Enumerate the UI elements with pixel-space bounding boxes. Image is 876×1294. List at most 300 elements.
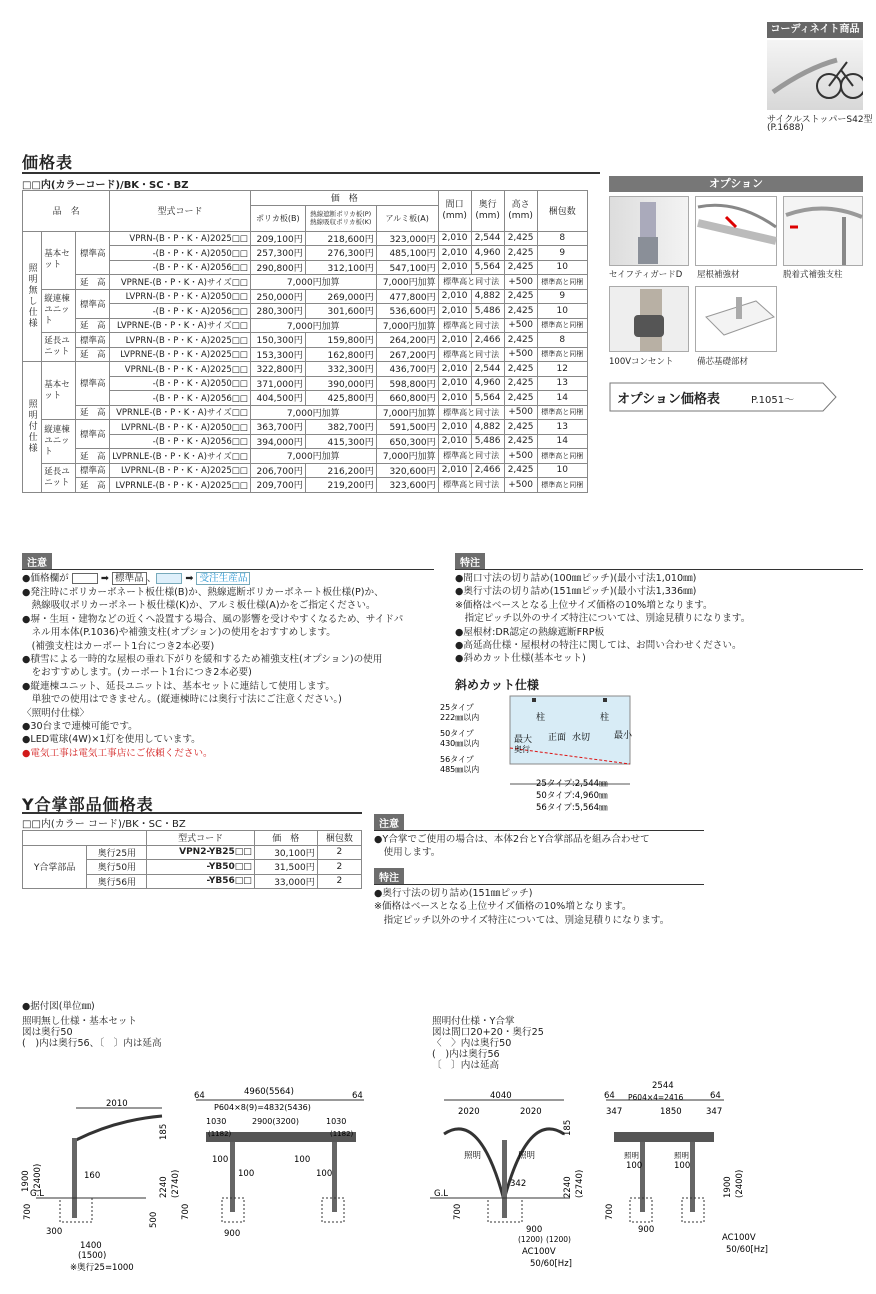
install-left-line: 照明無し仕様・基本セット — [22, 1016, 138, 1027]
price-cell: 7,000円加算 — [250, 405, 376, 420]
price-cell: 264,200円 — [376, 333, 438, 348]
price-cell: 標準高と同梱 — [537, 449, 587, 464]
slant-front: 正面 — [548, 733, 567, 743]
d-ac: AC100V — [522, 1247, 556, 1257]
note-line: (補強支柱はカーポート1台につき2本必要) — [22, 640, 215, 652]
sub-label: 基本セット — [42, 362, 76, 420]
d-4960: 4960(5564) — [244, 1087, 294, 1097]
price-row — [23, 420, 588, 435]
price-cell: 2,010 — [438, 420, 471, 435]
height-label: 延 高 — [76, 449, 110, 464]
note-line: 単独での使用はできません。(縦連棟時には奥行寸法にご注意ください。) — [22, 694, 342, 706]
slant-okuyuki: 奥行 — [514, 745, 530, 754]
option-price-link[interactable] — [609, 382, 837, 412]
price-cell: 2,010 — [438, 231, 471, 246]
slant-side: 最小 — [614, 731, 633, 741]
price-cell: 415,300円 — [305, 434, 376, 449]
model-code: -(B・P・K・A)2056□□ — [110, 260, 251, 275]
price-cell: 2,425 — [504, 362, 537, 377]
option-photo-outlet — [609, 286, 689, 352]
d-2740: (2740) — [171, 1169, 181, 1198]
d-300: 300 — [46, 1227, 63, 1237]
price-cell: 標準高と同寸法 — [438, 449, 504, 464]
price-cell: 485,100円 — [376, 246, 438, 261]
note-line: 熱線吸収ポリカーボネート板仕様(K)か、アルミ板仕様(A)かをご指定ください。 — [22, 600, 376, 612]
d-185: 185 — [159, 1123, 169, 1140]
price-cell: 290,800円 — [250, 260, 305, 275]
price-cell: 363,700円 — [250, 420, 305, 435]
price-cell: 9 — [537, 289, 587, 304]
height-label: 標準高 — [76, 231, 110, 275]
height-label: 標準高 — [76, 362, 110, 406]
price-cell: 536,600円 — [376, 304, 438, 319]
price-cell: 2,425 — [504, 231, 537, 246]
price-cell: 標準高と同寸法 — [438, 405, 504, 420]
price-cell: 2,425 — [504, 463, 537, 478]
title-rule — [22, 172, 600, 174]
note-line: ●発注時にポリカーボネート板仕様(B)か、熱線遮断ポリカーボネート板仕様(P)か、 — [22, 587, 384, 598]
price-cell: 標準高と同寸法 — [438, 318, 504, 333]
price-cell: 標準高と同寸法 — [438, 275, 504, 290]
price-cell: 10 — [537, 463, 587, 478]
price-cell: 209,100円 — [250, 231, 305, 246]
price-cell: 標準高と同梱 — [537, 405, 587, 420]
price-cell: 10 — [537, 304, 587, 319]
price-cell: 218,600円 — [305, 231, 376, 246]
price-cell: 標準高と同梱 — [537, 275, 587, 290]
price-cell: 301,600円 — [305, 304, 376, 319]
d-2240: 2240 — [159, 1176, 169, 1198]
price-cell: 2,425 — [504, 376, 537, 391]
y-table — [22, 830, 362, 889]
option-label-4: 備芯基礎部材 — [697, 357, 749, 367]
price-cell: +500 — [504, 318, 537, 333]
d-64b: 64 — [352, 1091, 363, 1101]
price-row — [23, 318, 588, 333]
option-label-0: セイフティガードD — [609, 270, 683, 280]
note-line: ●LED電球(4W)×1灯を使用しています。 — [22, 734, 201, 746]
price-row — [23, 463, 588, 478]
d-347a: 347 — [606, 1107, 623, 1117]
height-label: 延 高 — [76, 405, 110, 420]
height-label: 延 高 — [76, 275, 110, 290]
price-cell: 2,010 — [438, 376, 471, 391]
price-cell: 159,800円 — [305, 333, 376, 348]
price-cell: 7,000円加算 — [250, 318, 376, 333]
note-line: ●屋根材:DR認定の熱線遮断FRP板 — [455, 626, 605, 638]
option-photo-foundation — [695, 286, 777, 352]
y-cell: VPN2-YB25□□ — [147, 845, 254, 860]
y-cell: 奥行56用 — [87, 874, 147, 889]
y-cell: -YB50□□ — [147, 860, 254, 875]
price-row — [23, 347, 588, 362]
price-cell: 2,544 — [471, 231, 504, 246]
install-left-notes — [22, 1016, 162, 1049]
model-code: VPRN-(B・P・K・A)2025□□ — [110, 231, 251, 246]
yspecial-body — [374, 887, 669, 927]
th-w: 間口 (mm) — [438, 191, 471, 232]
price-cell: 162,800円 — [305, 347, 376, 362]
price-cell: 2,010 — [438, 362, 471, 377]
install-right-line: 〔 〕内は延高 — [432, 1060, 500, 1071]
model-code: -(B・P・K・A)2056□□ — [110, 391, 251, 406]
d-700: 700 — [23, 1203, 33, 1220]
price-cell: 206,700円 — [250, 463, 305, 478]
option-price-page: P.1051〜 — [751, 395, 795, 406]
d-2740b: (2740) — [575, 1169, 585, 1198]
th-poly: ポリカ板(B) — [250, 205, 305, 231]
price-row — [23, 362, 588, 377]
d-1900b: 1900 — [723, 1176, 733, 1198]
price-cell: 標準高と同梱 — [537, 347, 587, 362]
y-cell: 30,100円 — [254, 845, 317, 860]
d-900b: 900 — [526, 1225, 543, 1235]
install-right-line: 〈 〉内は奥行50 — [432, 1038, 512, 1049]
option-label-2: 脱着式補強支柱 — [783, 270, 843, 280]
price-cell: 219,200円 — [305, 478, 376, 493]
price-cell: 14 — [537, 434, 587, 449]
price-cell: 14 — [537, 391, 587, 406]
slant-t25: 25タイプ — [440, 703, 474, 712]
price-cell: 2,010 — [438, 304, 471, 319]
note-red: ●電気工事は電気工事店にご依頼ください。 — [22, 747, 213, 759]
price-cell: 標準高と同寸法 — [438, 478, 504, 493]
height-label: 延 高 — [76, 478, 110, 493]
price-cell: 7,000円加算 — [250, 449, 376, 464]
model-code: VPRNLE-(B・P・K・A)サイズ□□ — [110, 405, 251, 420]
model-code: LVPRNE-(B・P・K・A)2025□□ — [110, 347, 251, 362]
d-1200a: (1200) — [518, 1235, 543, 1244]
option-label-1: 屋根補強材 — [697, 270, 740, 280]
price-cell: 8 — [537, 333, 587, 348]
model-code: -(B・P・K・A)2056□□ — [110, 434, 251, 449]
price-cell: 269,000円 — [305, 289, 376, 304]
d-1182a: (1182) — [208, 1130, 232, 1138]
d-100f: 100 — [674, 1161, 691, 1171]
slant-w25: 25タイプ:2,544㎜ — [536, 779, 608, 789]
slant-t50: 50タイプ — [440, 729, 474, 738]
d-2400b: (2400) — [735, 1169, 745, 1198]
d-64d: 64 — [710, 1091, 721, 1101]
y-cell: 2 — [317, 845, 361, 860]
height-label: 標準高 — [76, 463, 110, 478]
price-row — [23, 449, 588, 464]
group-label: 照明無し仕様 — [23, 231, 42, 362]
note-line: ●斜めカット仕様(基本セット) — [455, 653, 586, 665]
d-100e: 100 — [626, 1161, 643, 1171]
sub-label: 基本セット — [42, 231, 76, 289]
y-name: Y合掌部品 — [23, 845, 87, 889]
d-900: 900 — [224, 1229, 241, 1239]
d-100d: 100 — [316, 1169, 333, 1179]
install-right-line: 図は間口20+20・奥行25 — [432, 1027, 544, 1038]
d-2900: 2900(3200) — [252, 1117, 299, 1126]
price-cell: 150,300円 — [250, 333, 305, 348]
price-cell: 5,486 — [471, 304, 504, 319]
price-cell: 332,300円 — [305, 362, 376, 377]
option-label-3: 100Vコンセント — [609, 357, 674, 367]
note-line: ●奥行寸法の切り詰め(151㎜ピッチ) — [374, 888, 533, 899]
d-2010: 2010 — [106, 1099, 128, 1109]
price-cell: +500 — [504, 405, 537, 420]
install-left-line: 図は奥行50 — [22, 1027, 73, 1038]
price-cell: 5,564 — [471, 260, 504, 275]
price-cell: 2,425 — [504, 333, 537, 348]
price-cell: 382,700円 — [305, 420, 376, 435]
price-cell: 323,600円 — [376, 478, 438, 493]
y-th-code: 型式コード — [147, 831, 254, 846]
price-cell: 2,425 — [504, 246, 537, 261]
price-cell: +500 — [504, 449, 537, 464]
price-cell: 2,425 — [504, 260, 537, 275]
d-500: 500 — [149, 1211, 159, 1228]
price-cell: +500 — [504, 478, 537, 493]
price-cell: 2,425 — [504, 420, 537, 435]
slant-max: 最大 — [514, 735, 533, 745]
height-label: 標準高 — [76, 289, 110, 318]
y-cell: 奥行25用 — [87, 845, 147, 860]
slant-w50: 50タイプ:4,960㎜ — [536, 791, 608, 801]
group-label: 照明付仕様 — [23, 362, 42, 493]
price-cell: 2,010 — [438, 289, 471, 304]
d-light-b: 照明 — [518, 1151, 536, 1161]
slant-title: 斜めカット仕様 — [455, 678, 539, 692]
notes-tag: 注意 — [22, 553, 52, 570]
d-342: 342 — [510, 1179, 527, 1189]
yspecial-tag: 特注 — [374, 868, 404, 885]
th-pack: 梱包数 — [537, 191, 587, 232]
d-700b: 700 — [181, 1203, 191, 1220]
d-700d: 700 — [605, 1203, 615, 1220]
price-cell: 2,544 — [471, 362, 504, 377]
install-right-notes — [432, 1016, 544, 1071]
y-title-rule — [22, 812, 362, 814]
price-cell: 4,882 — [471, 420, 504, 435]
price-row — [23, 405, 588, 420]
price-cell: 250,000円 — [250, 289, 305, 304]
price-cell: 2,010 — [438, 246, 471, 261]
model-code: LVPRNL-(B・P・K・A)2050□□ — [110, 420, 251, 435]
price-cell: 2,425 — [504, 304, 537, 319]
price-cell: 2,010 — [438, 333, 471, 348]
d-1182b: (1182) — [330, 1130, 354, 1138]
d-100a: 100 — [212, 1155, 229, 1165]
d-2544: 2544 — [652, 1081, 674, 1091]
note-line: ●Y合掌でご使用の場合は、本体2台とY合掌部品を組み合わせて — [374, 834, 650, 845]
price-cell: 9 — [537, 246, 587, 261]
d-100c: 100 — [294, 1155, 311, 1165]
d-100b: 100 — [238, 1169, 255, 1179]
price-cell: 322,800円 — [250, 362, 305, 377]
note-line: ●塀・生垣・建物などの近くへ設置する場合、風の影響を受けやすくなるため、サイドパ — [22, 613, 404, 625]
notes-rule — [22, 569, 434, 570]
price-cell: 591,500円 — [376, 420, 438, 435]
th-d: 奥行 (mm) — [471, 191, 504, 232]
price-table — [22, 190, 588, 493]
ynote-rule — [374, 830, 704, 831]
price-cell: 371,000円 — [250, 376, 305, 391]
price-cell: 13 — [537, 376, 587, 391]
d-1850: 1850 — [660, 1107, 682, 1117]
special-tag: 特注 — [455, 553, 485, 570]
note-line: ●間口寸法の切り詰め(100㎜ピッチ)(最小寸法1,010㎜) — [455, 573, 697, 584]
slant-w56: 56タイプ:5,564㎜ — [536, 803, 608, 813]
y-cell: 31,500円 — [254, 860, 317, 875]
y-cell: 2 — [317, 874, 361, 889]
d-160: 160 — [84, 1171, 101, 1181]
note-line: ※価格はベースとなる上位サイズ価格の10%増となります。 — [455, 599, 713, 611]
slant-v50: 430㎜以内 — [440, 739, 480, 748]
coordinate-tag: コーディネイト商品 — [767, 22, 863, 38]
price-cell: 4,882 — [471, 289, 504, 304]
price-cell: 8 — [537, 231, 587, 246]
height-label: 延 高 — [76, 318, 110, 333]
d-p604: P604×8(9)=4832(5436) — [214, 1103, 311, 1112]
note-line: ●積雪による一時的な屋根の垂れ下がりを緩和するため補強支柱(オプション)の使用 — [22, 654, 383, 666]
price-cell: 2,425 — [504, 391, 537, 406]
std-label: 標準品 — [112, 572, 147, 585]
price-cell: 394,000円 — [250, 434, 305, 449]
d-glb: G.L — [434, 1189, 449, 1199]
height-label: 標準高 — [76, 420, 110, 449]
y-cell: -YB56□□ — [147, 874, 254, 889]
note-line: 指定ピッチ以外のサイズ特注については、別途見積りになります。 — [455, 613, 751, 625]
d-700c: 700 — [453, 1203, 463, 1220]
d-4040: 4040 — [490, 1091, 512, 1101]
ynote-tag: 注意 — [374, 814, 404, 831]
y-title: Y合掌部品価格表 — [22, 795, 154, 814]
price-row — [23, 231, 588, 246]
sub-label: 延長ユニット — [42, 333, 76, 362]
th-heat: 熱線遮断ポリカ板(P) 熱線吸収ポリカ板(K) — [305, 205, 376, 231]
y-th-pack: 梱包数 — [317, 831, 361, 846]
price-cell: 5,486 — [471, 434, 504, 449]
order-label: 受注生産品 — [196, 572, 250, 585]
coordinate-caption: サイクルストッパーS42型 — [767, 115, 873, 125]
sub-label: 縦連棟ユニット — [42, 420, 76, 464]
option-photo-support — [783, 196, 863, 266]
slant-diagram — [440, 690, 640, 815]
d-light-a: 照明 — [464, 1151, 482, 1161]
note-line: 指定ピッチ以外のサイズ特注については、別途見積りになります。 — [374, 914, 670, 926]
d-2240b: 2240 — [563, 1176, 573, 1198]
d-2020a: 2020 — [458, 1107, 480, 1117]
d-1500: (1500) — [78, 1251, 107, 1261]
price-cell: 7,000円加算 — [376, 449, 438, 464]
price-cell: 4,960 — [471, 376, 504, 391]
d-hz: 50/60[Hz] — [530, 1259, 572, 1269]
price-cell: 7,000円加算 — [250, 275, 376, 290]
install-right-line: 照明付仕様・Y合掌 — [432, 1016, 515, 1027]
price-cell: +500 — [504, 347, 537, 362]
d-light-c: 照明 — [624, 1151, 639, 1160]
slant-post-2: 柱 — [600, 713, 610, 723]
d-1400: 1400 — [80, 1241, 102, 1251]
install-right-line: ( )内は奥行56 — [432, 1049, 500, 1060]
d-1000: ※奥行25=1000 — [70, 1263, 134, 1273]
model-code: LVPRNL-(B・P・K・A)2025□□ — [110, 463, 251, 478]
y-subtitle: □□内(カラー コード)/BK・SC・BZ — [22, 819, 186, 830]
d-1030b: 1030 — [326, 1117, 347, 1126]
price-cell: 257,300円 — [250, 246, 305, 261]
price-cell: 10 — [537, 260, 587, 275]
note-line: ●奥行寸法の切り詰め(151㎜ピッチ)(最小寸法1,336㎜) — [455, 586, 697, 598]
y-th-price: 価 格 — [254, 831, 317, 846]
th-name: 品 名 — [23, 191, 110, 232]
model-code: LVPRNLE-(B・P・K・A)サイズ□□ — [110, 449, 251, 464]
option-tag: オプション — [609, 176, 863, 192]
special-body — [455, 572, 750, 666]
coordinate-page: (P.1688) — [767, 123, 804, 133]
d-1900: 1900 — [21, 1170, 31, 1192]
price-cell: 標準高と同寸法 — [438, 347, 504, 362]
price-cell: 404,500円 — [250, 391, 305, 406]
price-cell: 209,700円 — [250, 478, 305, 493]
slant-v56: 485㎜以内 — [440, 765, 480, 774]
price-cell: 547,100円 — [376, 260, 438, 275]
notes-body — [22, 586, 403, 760]
sub-label: 延長ユニット — [42, 463, 76, 492]
note-line: ●30台まで連棟可能です。 — [22, 721, 138, 733]
note-line: ※価格はベースとなる上位サイズ価格の10%増となります。 — [374, 901, 632, 913]
price-cell: 2,010 — [438, 434, 471, 449]
price-cell: 323,000円 — [376, 231, 438, 246]
price-cell: 276,300円 — [305, 246, 376, 261]
install-left-line: ( )内は奥行56、〔 〕内は延高 — [22, 1038, 162, 1049]
price-cell: 2,425 — [504, 289, 537, 304]
price-row — [23, 289, 588, 304]
price-cell: 7,000円加算 — [376, 275, 438, 290]
install-drawing-right — [430, 1080, 830, 1280]
price-row — [23, 333, 588, 348]
model-code: LVPRN-(B・P・K・A)2025□□ — [110, 333, 251, 348]
y-cell: 2 — [317, 860, 361, 875]
d-hz2: 50/60[Hz] — [726, 1245, 768, 1255]
note-line: ●縦連棟ユニット、延長ユニットは、基本セットに連結して使用します。 — [22, 680, 335, 692]
price-cell: 390,000円 — [305, 376, 376, 391]
model-code: LVPRNE-(B・P・K・A)サイズ□□ — [110, 318, 251, 333]
d-185b: 185 — [563, 1119, 573, 1136]
d-gl: G.L — [30, 1189, 45, 1199]
price-cell: 650,300円 — [376, 434, 438, 449]
price-cell: 4,960 — [471, 246, 504, 261]
note-line: 〈照明付仕様〉 — [22, 707, 90, 719]
price-cell: 2,010 — [438, 463, 471, 478]
d-64c: 64 — [604, 1091, 615, 1101]
d-1030a: 1030 — [206, 1117, 227, 1126]
model-code: VPRNL-(B・P・K・A)2025□□ — [110, 362, 251, 377]
note-line: ネル用本体(P.1036)や補強支柱(オプション)の使用をおすすめします。 — [22, 627, 336, 639]
option-photo-safety — [609, 196, 689, 266]
price-cell: 2,010 — [438, 260, 471, 275]
price-cell: 320,600円 — [376, 463, 438, 478]
price-cell: 312,100円 — [305, 260, 376, 275]
height-label: 標準高 — [76, 333, 110, 348]
price-cell: 2,010 — [438, 391, 471, 406]
price-cell: 216,200円 — [305, 463, 376, 478]
height-label: 延 高 — [76, 347, 110, 362]
note-line: をおすすめします。(カーポート1台につき2本必要) — [22, 667, 252, 679]
price-row — [23, 275, 588, 290]
ynote-body — [374, 833, 650, 860]
model-code: -(B・P・K・A)2050□□ — [110, 376, 251, 391]
model-code: VPRNE-(B・P・K・A)サイズ□□ — [110, 275, 251, 290]
slant-water: 水切 — [572, 733, 591, 743]
price-cell: 477,800円 — [376, 289, 438, 304]
th-h: 高さ (mm) — [504, 191, 537, 232]
slant-post-1: 柱 — [536, 713, 546, 723]
th-price: 価 格 — [250, 191, 438, 206]
